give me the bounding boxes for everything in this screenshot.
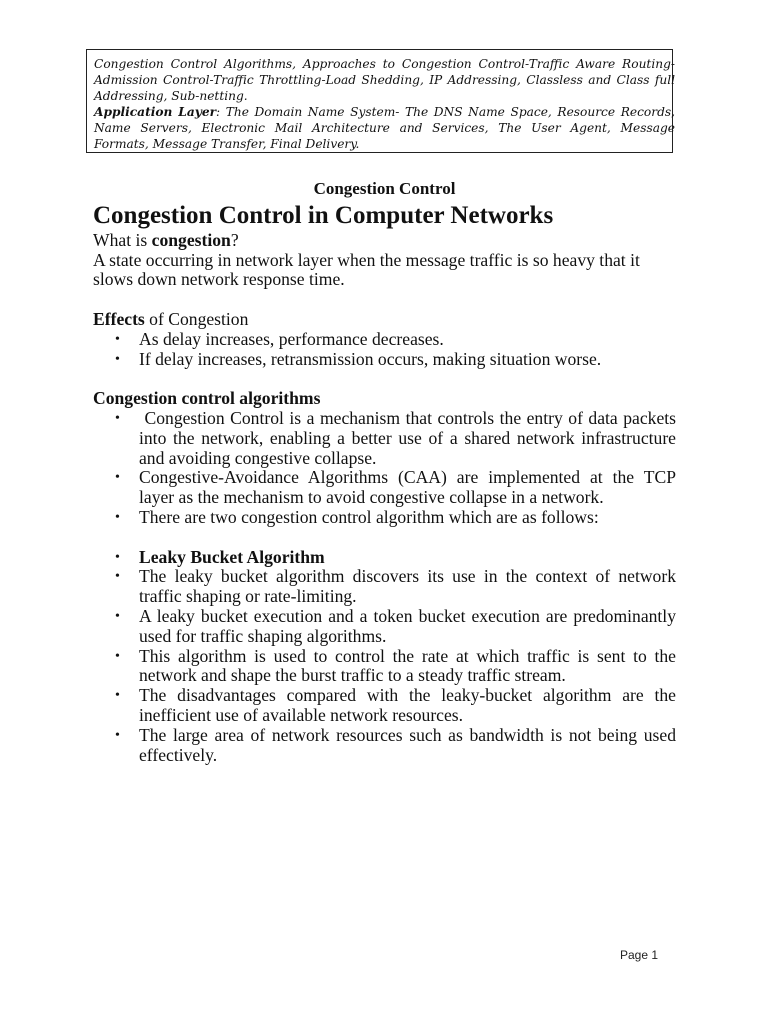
spacer	[93, 290, 676, 310]
list-item-text: There are two congestion control algorithm which are as follows:	[139, 506, 599, 527]
list-item-text: The disadvantages compared with the leaky-bucket algorithm are the inefficient use of available network resources.	[139, 685, 676, 725]
what-is-question	[93, 231, 676, 251]
list-item	[93, 607, 676, 647]
what-is-prefix: What is	[93, 229, 152, 250]
syllabus-application-layer	[94, 104, 675, 152]
list-item-text: Congestive-Avoidance Algorithms (CAA) are implemented at the TCP layer as the mechanism to avoid congestive collapse in a network.	[139, 467, 676, 508]
bullet-icon: •	[115, 470, 120, 486]
page-title: Congestion Control in Computer Networks	[93, 201, 554, 229]
bullet-icon: •	[115, 410, 120, 426]
leaky-bucket-list	[93, 548, 676, 766]
bullet-icon: •	[115, 351, 120, 367]
list-item	[93, 350, 676, 370]
list-item	[93, 330, 676, 350]
list-item	[93, 726, 676, 766]
bullet-icon: •	[115, 648, 120, 664]
list-item	[93, 647, 676, 687]
section-label: Congestion Control	[313, 179, 456, 198]
what-is-suffix: ?	[230, 229, 239, 250]
application-layer-label: Application Layer	[94, 105, 217, 119]
spacer	[93, 369, 676, 389]
bullet-icon: •	[115, 569, 120, 585]
list-item-text: Congestion Control is a mechanism that controls the entry of data packets into the network, enabling a better use of a shared network infrastructure and avoiding congestive collapse.	[139, 407, 681, 468]
list-item	[93, 407, 681, 468]
bullet-icon: •	[115, 727, 120, 743]
algorithms-list	[93, 407, 681, 528]
syllabus-topics: Congestion Control Algorithms, Approaches to Congestion Control-Traffic Aware Routing-Admission Control-Traffic Throttling-Load Shedding, IP Addressing, Classless and Class full Addressing, Sub-netting.	[94, 57, 675, 103]
effects-term: Effects	[93, 308, 145, 329]
page-number: Page 1	[620, 948, 659, 962]
bullet-icon: •	[115, 688, 120, 704]
bullet-icon: •	[115, 549, 120, 565]
list-item	[93, 567, 676, 607]
syllabus-box	[86, 49, 673, 153]
list-item-text: The leaky bucket algorithm discovers its use in the context of network traffic shaping or rate-limiting.	[139, 566, 676, 607]
list-item	[93, 508, 676, 528]
list-item	[93, 548, 676, 568]
list-item-text: A leaky bucket execution and a token bucket execution are predominantly used for traffic shaping algorithms.	[139, 605, 676, 646]
bullet-icon: •	[115, 608, 120, 624]
list-item-text: If delay increases, retransmission occurs, making situation worse.	[139, 348, 602, 369]
bullet-icon: •	[115, 509, 120, 525]
list-item-text: As delay increases, performance decreases.	[139, 328, 444, 349]
algorithms-heading: Congestion control algorithms	[93, 388, 321, 409]
congestion-definition: A state occurring in network layer when the message traffic is so heavy that it slows down network response time.	[93, 249, 640, 290]
list-item-text: This algorithm is used to control the rate at which traffic is sent to the network and shape the burst traffic to a steady traffic stream.	[139, 645, 676, 686]
effects-list	[93, 330, 676, 370]
spacer	[93, 528, 676, 548]
application-layer-text: : The Domain Name System- The DNS Name Space, Resource Records, Name Servers, Electronic Mail Architecture and Services, The User Agent, Message Formats, Message Transfer, Final Delivery.	[94, 105, 675, 151]
leaky-bucket-heading: Leaky Bucket Algorithm	[139, 546, 325, 567]
bullet-icon: •	[115, 331, 120, 347]
what-is-term: congestion	[151, 229, 231, 250]
list-item	[93, 686, 676, 726]
effects-suffix: of Congestion	[144, 308, 249, 329]
list-item-text: The large area of network resources such as bandwidth is not being used effectively.	[139, 724, 676, 765]
list-item	[93, 468, 676, 508]
document-body	[93, 176, 681, 765]
effects-heading	[93, 310, 676, 330]
